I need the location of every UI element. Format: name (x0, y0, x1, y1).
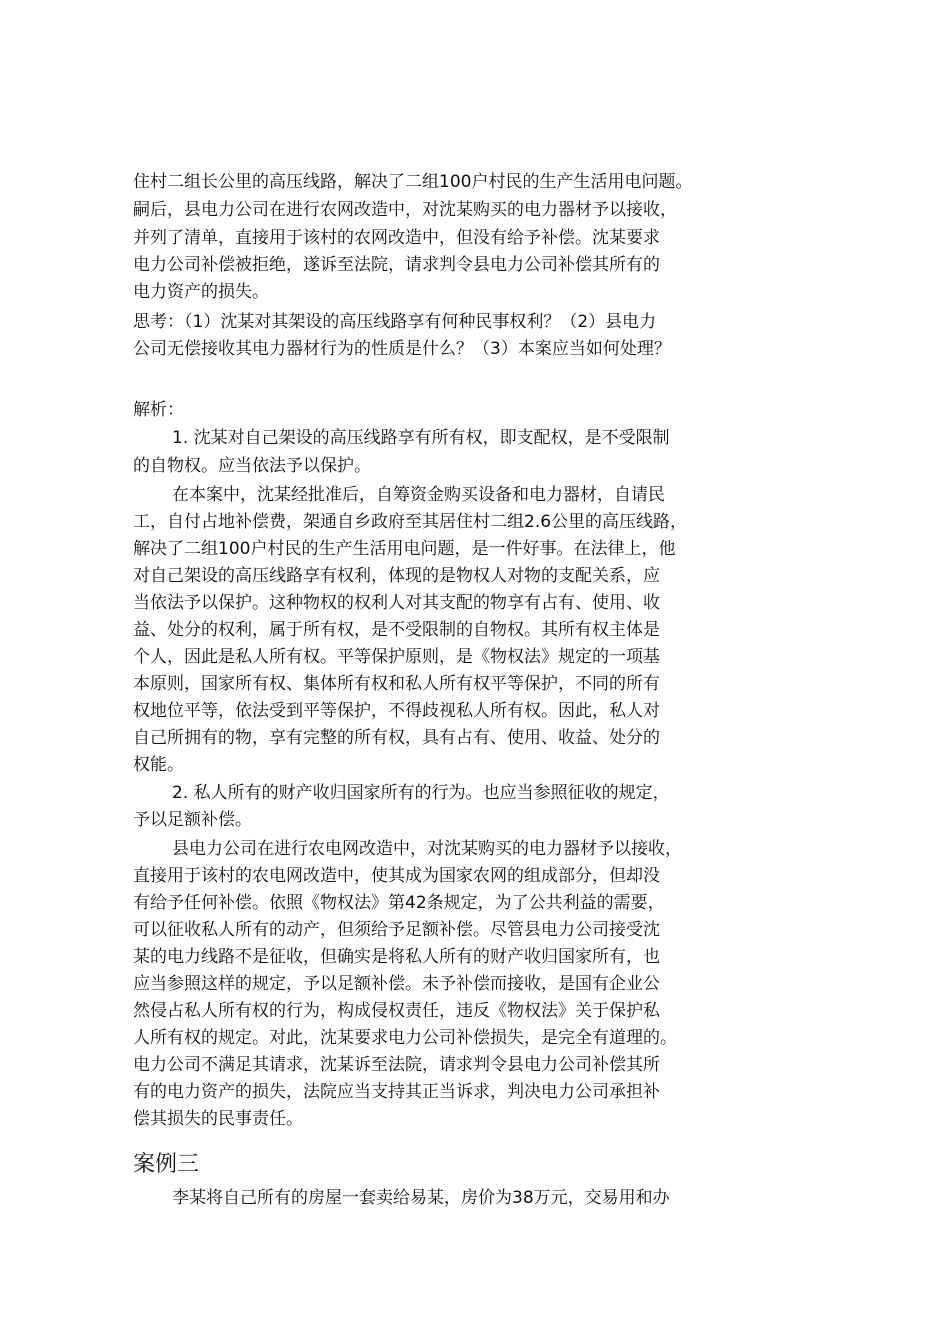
text-line: 权能。 (133, 755, 184, 775)
text-line: 解决了二组100户村民的生产生活用电问题，是一件好事。在法律上，他 (133, 539, 676, 559)
text-line: 某的电力线路不是征收，但确实是将私人所有的财产收归国家所有，也 (133, 947, 660, 967)
text-line: 有的电力资产的损失，法院应当支持其正当诉求，判决电力公司承担补 (133, 1082, 660, 1102)
text-line: 人所有权的规定。对此，沈某要求电力公司补偿损失，是完全有道理的。 (133, 1028, 677, 1048)
text-line: 在本案中，沈某经批准后，自筹资金购买设备和电力器材，自请民 (172, 485, 665, 505)
text-line: 偿其损失的民事责任。 (133, 1109, 303, 1129)
analysis-point-1: 1. 沈某对自己架设的高压线路享有所有权，即支配权，是不受限制 (172, 428, 670, 448)
text-line: 住村二组长公里的高压线路，解决了二组100户村民的生产生活用电问题。 (133, 172, 693, 192)
text-line: 电力公司不满足其请求，沈某诉至法院，请求判令县电力公司补偿其所 (133, 1055, 660, 1075)
text-line: 应当参照这样的规定，予以足额补偿。未予补偿而接收，是国有企业公 (133, 974, 660, 994)
text-line: 电力公司补偿被拒绝，遂诉至法院，请求判令县电力公司补偿其所有的 (133, 255, 660, 275)
text-line: 个人，因此是私人所有权。平等保护原则，是《物权法》规定的一项基 (133, 647, 660, 667)
analysis-point-2: 2. 私人所有的财产收归国家所有的行为。也应当参照征收的规定， (172, 783, 670, 803)
question-line: 思考：（1）沈某对其架设的高压线路享有何种民事权利？（2）县电力 (133, 312, 657, 332)
text-line: 权地位平等，依法受到平等保护，不得歧视私人所有权。因此，私人对 (133, 701, 660, 721)
text-line: 可以征收私人所有的动产，但须给予足额补偿。尽管县电力公司接受沈 (133, 920, 660, 940)
text-line: 益、处分的权利，属于所有权，是不受限制的自物权。其所有权主体是 (133, 620, 660, 640)
text-line: 工，自付占地补偿费，架通自乡政府至其居住村二组2.6公里的高压线路， (133, 512, 688, 532)
text-line: 自己所拥有的物，享有完整的所有权，具有占有、使用、收益、处分的 (133, 728, 660, 748)
text-line: 然侵占私人所有权的行为，构成侵权责任，违反《物权法》关于保护私 (133, 1001, 660, 1021)
text-line: 当依法予以保护。这种物权的权利人对其支配的物享有占有、使用、收 (133, 593, 660, 613)
text-line: 电力资产的损失。 (133, 282, 269, 302)
analysis-point-2-cont: 予以足额补偿。 (133, 810, 252, 830)
text-line: 直接用于该村的农电网改造中，使其成为国家农网的组成部分，但却没 (133, 866, 660, 886)
text-line: 李某将自己所有的房屋一套卖给易某，房价为38万元，交易用和办 (172, 1188, 670, 1208)
question-line: 公司无偿接收其电力器材行为的性质是什么？（3）本案应当如何处理？ (133, 339, 671, 359)
text-line: 嗣后，县电力公司在进行农网改造中，对沈某购买的电力器材予以接收， (133, 200, 677, 220)
analysis-label: 解析： (133, 400, 184, 420)
analysis-point-1-cont: 的自物权。应当依法予以保护。 (133, 456, 371, 476)
text-line: 对自己架设的高压线路享有权利，体现的是物权人对物的支配关系，应 (133, 566, 660, 586)
text-line: 有给予任何补偿。依照《物权法》第42条规定，为了公共利益的需要， (133, 893, 665, 913)
section-heading: 案例三 (133, 1152, 200, 1177)
text-line: 并列了清单，直接用于该村的农网改造中，但没有给予补偿。沈某要求 (133, 228, 660, 248)
text-line: 本原则，国家所有权、集体所有权和私人所有权平等保护，不同的所有 (133, 674, 660, 694)
text-line: 县电力公司在进行农电网改造中，对沈某购买的电力器材予以接收， (172, 839, 682, 859)
